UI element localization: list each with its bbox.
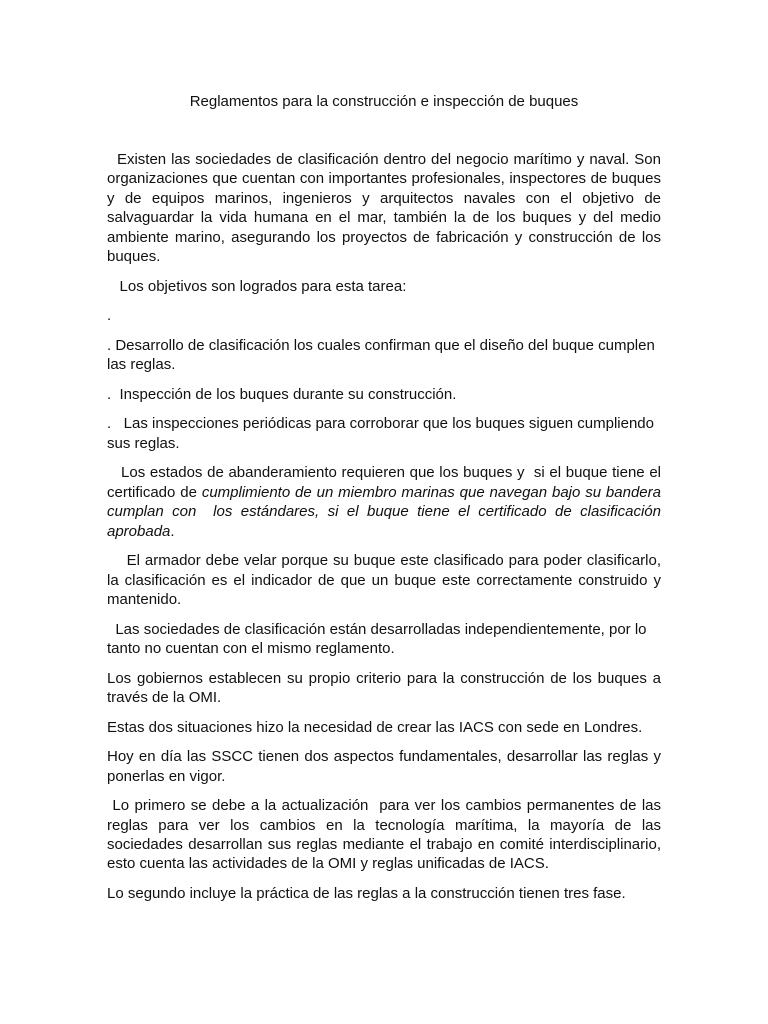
paragraph-iacs: Estas dos situaciones hizo la necesidad de crear las IACS con sede en Londres. xyxy=(107,718,643,736)
paragraph-flag-states-end: . xyxy=(170,522,175,540)
paragraph-flag-states-italic: cumplimiento de un miembro marinas que navegan bajo su bandera cumplan con los estándares, si el buque tiene el certificado de clasificación aprobada xyxy=(107,483,666,540)
list-item-classification: . Desarrollo de clasificación los cuales confirman que el diseño del buque cumplen las reglas. xyxy=(107,336,659,374)
paragraph-governments: Los gobiernos establecen su propio criterio para la construcción de los buques a través de la OMI. xyxy=(107,669,661,707)
document-body xyxy=(107,150,666,914)
paragraph-objectives-heading: Los objetivos son logrados para esta tarea: xyxy=(107,277,407,295)
paragraph-first-aspect: Lo primero se debe a la actualización para ver los cambios permanentes de las reglas para ver los cambios en la tecnología marítima, la mayoría de las sociedades desarrollan sus reglas mediante el trabajo en comité interdisciplinario, esto cuenta las actividades de la OMI y reglas unificadas de IACS. xyxy=(107,797,666,873)
paragraph-sscc: Hoy en día las SSCC tienen dos aspectos fundamentales, desarrollar las reglas y ponerlas en vigor. xyxy=(107,748,661,785)
paragraph-flag-states-text: Los estados de abanderamiento requieren que los buques y si el buque tiene el certificado de xyxy=(107,464,666,501)
paragraph-societies: Las sociedades de clasificación están desarrolladas independientemente, por lo tanto no cuentan con el mismo reglamento. xyxy=(107,620,651,658)
paragraph-intro: Existen las sociedades de clasificación dentro del negocio marítimo y naval. Son organizaciones que cuentan con importantes profesionales, inspectores de buques y de equipos marinos, ingenieros y arquitectos navales con el objetivo de salvaguardar la vida humana en el mar, también la de los buques y del medio ambiente marino, asegurando los proyectos de fabricación y construcción de los buques. xyxy=(107,151,666,266)
paragraph-dot: . xyxy=(107,307,112,325)
list-item-periodic-inspections: . Las inspecciones periódicas para corroborar que los buques siguen cumpliendo sus reglas. xyxy=(107,415,659,452)
document-title: Reglamentos para la construcción e inspección de buques xyxy=(189,93,579,110)
paragraph-shipowner: El armador debe velar porque su buque este clasificado para poder clasificarlo, la clasificación es el indicador de que un buque este correctamente construido y mantenido. xyxy=(107,552,666,609)
paragraph-flag-states xyxy=(107,463,666,541)
list-item-inspection: . Inspección de los buques durante su construcción. xyxy=(107,385,457,403)
paragraph-second-aspect: Lo segundo incluye la práctica de las reglas a la construcción tienen tres fase. xyxy=(107,885,626,903)
